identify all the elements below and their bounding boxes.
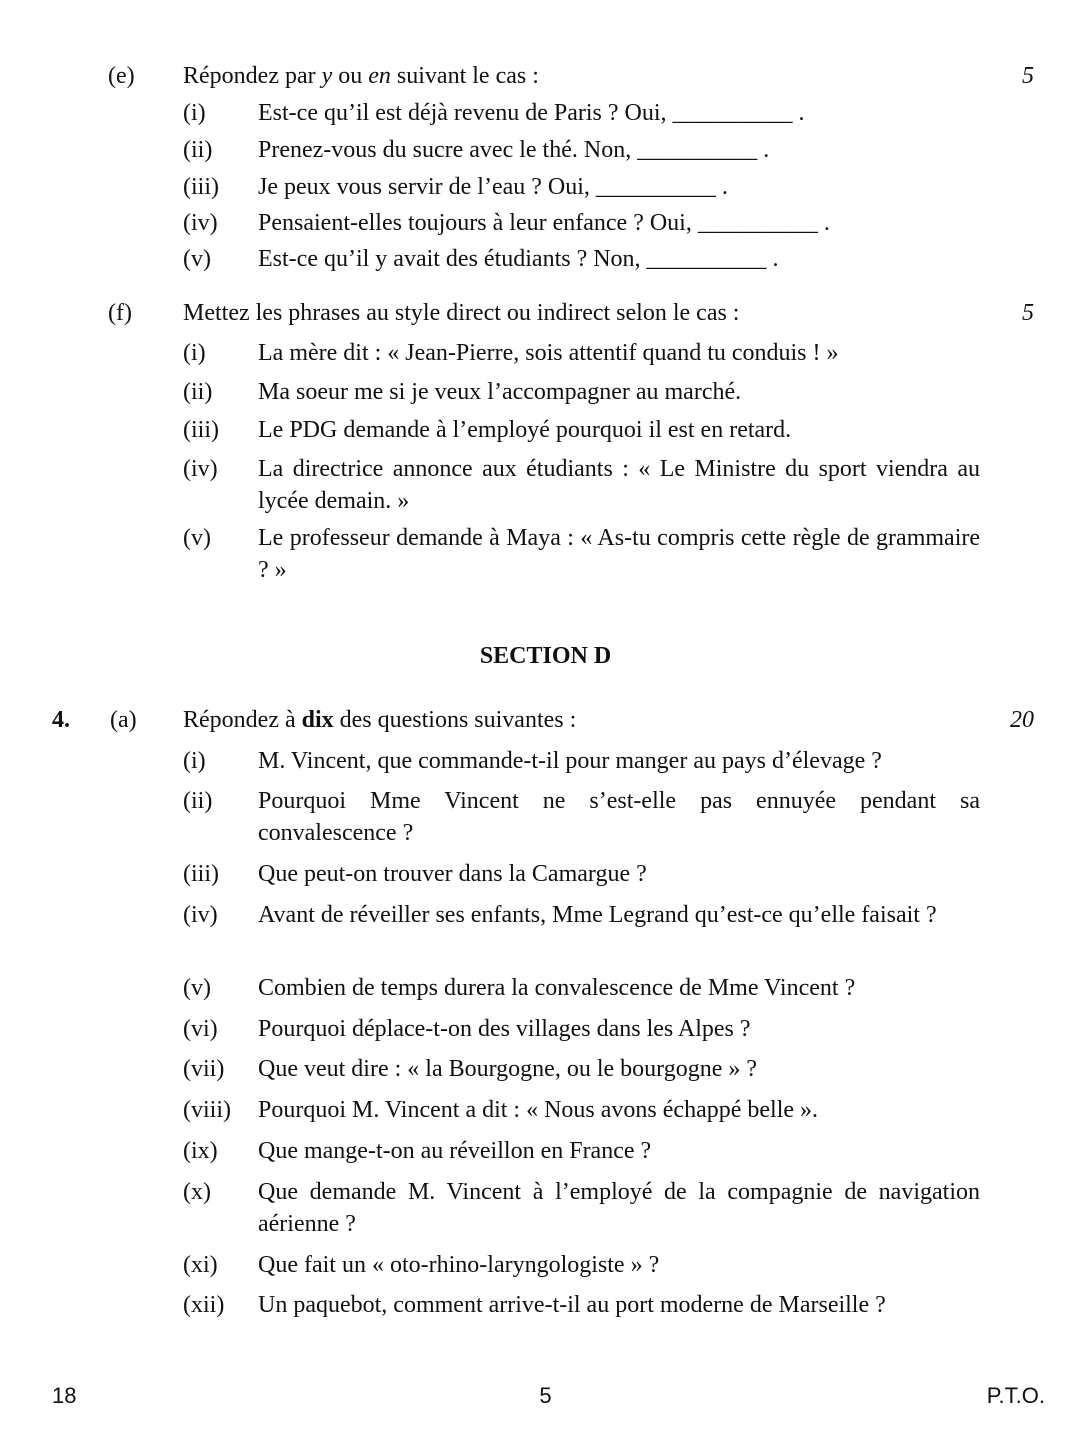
item-text: Pourquoi M. Vincent a dit : « Nous avons échappé belle ». <box>258 1097 819 1123</box>
item-number: (viii) <box>183 1097 231 1123</box>
item-text: Combien de temps durera la convalescence de Mme Vincent ? <box>258 975 856 1001</box>
footer-pto: P.T.O. <box>986 1383 1045 1408</box>
item-text: La directrice annonce aux étudiants : « Le Ministre du sport viendra au lycée demain. » <box>258 456 980 514</box>
item-text: Je peux vous servir de l’eau ? Oui, __________ . <box>258 174 728 200</box>
section-title: SECTION D <box>479 643 612 669</box>
question-number: 4. <box>52 707 70 733</box>
item-number: (i) <box>183 748 206 774</box>
question-4-prompt-end: des questions suivantes : <box>333 707 577 733</box>
item-text: La mère dit : « Jean-Pierre, sois attentif quand tu conduis ! » <box>258 340 839 366</box>
item-number: (v) <box>183 246 211 272</box>
item-text: Le PDG demande à l’employé pourquoi il est en retard. <box>258 417 792 443</box>
part-e-prompt-start: Répondez par <box>183 63 322 89</box>
footer-code: 18 <box>52 1383 77 1408</box>
item-number: (iv) <box>183 210 218 236</box>
item-text: Que mange-t-on au réveillon en France ? <box>258 1138 652 1164</box>
item-number: (ii) <box>183 788 213 814</box>
item-number: (i) <box>183 340 206 366</box>
footer-page-number: 5 <box>539 1383 552 1408</box>
item-number: (ii) <box>183 137 213 163</box>
part-e-prompt-end: suivant le cas : <box>390 63 539 89</box>
item-text: Est-ce qu’il y avait des étudiants ? Non, __________ . <box>258 246 779 272</box>
part-f-letter: (f) <box>108 300 132 326</box>
question-4-letter: (a) <box>110 707 137 733</box>
part-e-en: en <box>368 63 391 89</box>
item-text: Pourquoi Mme Vincent ne s’est-elle pas ennuyée pendant sa convalescence ? <box>258 788 980 846</box>
question-4-prompt-start: Répondez à <box>183 707 302 733</box>
item-text: Que peut-on trouver dans la Camargue ? <box>258 861 647 887</box>
item-number: (v) <box>183 975 211 1001</box>
question-4-bold: dix <box>301 707 334 733</box>
item-text: Pourquoi déplace-t-on des villages dans les Alpes ? <box>258 1016 751 1042</box>
item-text: M. Vincent, que commande-t-il pour manger au pays d’élevage ? <box>258 748 882 774</box>
item-number: (iii) <box>183 417 219 443</box>
part-e-prompt-middle: ou <box>332 63 369 89</box>
item-number: (xii) <box>183 1292 225 1318</box>
item-text: Que fait un « oto-rhino-laryngologiste » ? <box>258 1252 660 1278</box>
item-number: (ix) <box>183 1138 218 1164</box>
item-text: Que demande M. Vincent à l’employé de la compagnie de navigation aérienne ? <box>258 1179 980 1237</box>
question-4-prompt <box>183 704 576 736</box>
item-text: Le professeur demande à Maya : « As-tu compris cette règle de grammaire ? » <box>258 525 980 583</box>
part-e-marks: 5 <box>1022 63 1034 89</box>
part-f-marks: 5 <box>1022 300 1034 326</box>
item-number: (vii) <box>183 1056 225 1082</box>
item-text: Est-ce qu’il est déjà revenu de Paris ? Oui, __________ . <box>258 100 805 126</box>
item-number: (iv) <box>183 902 218 928</box>
part-e-letter: (e) <box>108 63 135 89</box>
part-f-prompt: Mettez les phrases au style direct ou indirect selon le cas : <box>183 300 740 326</box>
item-number: (i) <box>183 100 206 126</box>
item-number: (xi) <box>183 1252 218 1278</box>
item-text: Que veut dire : « la Bourgogne, ou le bourgogne » ? <box>258 1056 758 1082</box>
item-text: Un paquebot, comment arrive-t-il au port moderne de Marseille ? <box>258 1292 886 1318</box>
item-number: (v) <box>183 525 211 551</box>
part-e-y: y <box>321 63 333 89</box>
part-e-prompt <box>183 60 539 92</box>
question-4-marks: 20 <box>1010 707 1034 733</box>
item-number: (x) <box>183 1179 211 1205</box>
item-number: (iii) <box>183 174 219 200</box>
item-number: (vi) <box>183 1016 218 1042</box>
item-number: (ii) <box>183 379 213 405</box>
item-text: Ma soeur me si je veux l’accompagner au marché. <box>258 379 742 405</box>
item-text: Pensaient-elles toujours à leur enfance ? Oui, __________ . <box>258 210 830 236</box>
item-number: (iv) <box>183 456 218 482</box>
item-text: Prenez-vous du sucre avec le thé. Non, __________ . <box>258 137 770 163</box>
item-text: Avant de réveiller ses enfants, Mme Legrand qu’est-ce qu’elle faisait ? <box>258 902 937 928</box>
item-number: (iii) <box>183 861 219 887</box>
